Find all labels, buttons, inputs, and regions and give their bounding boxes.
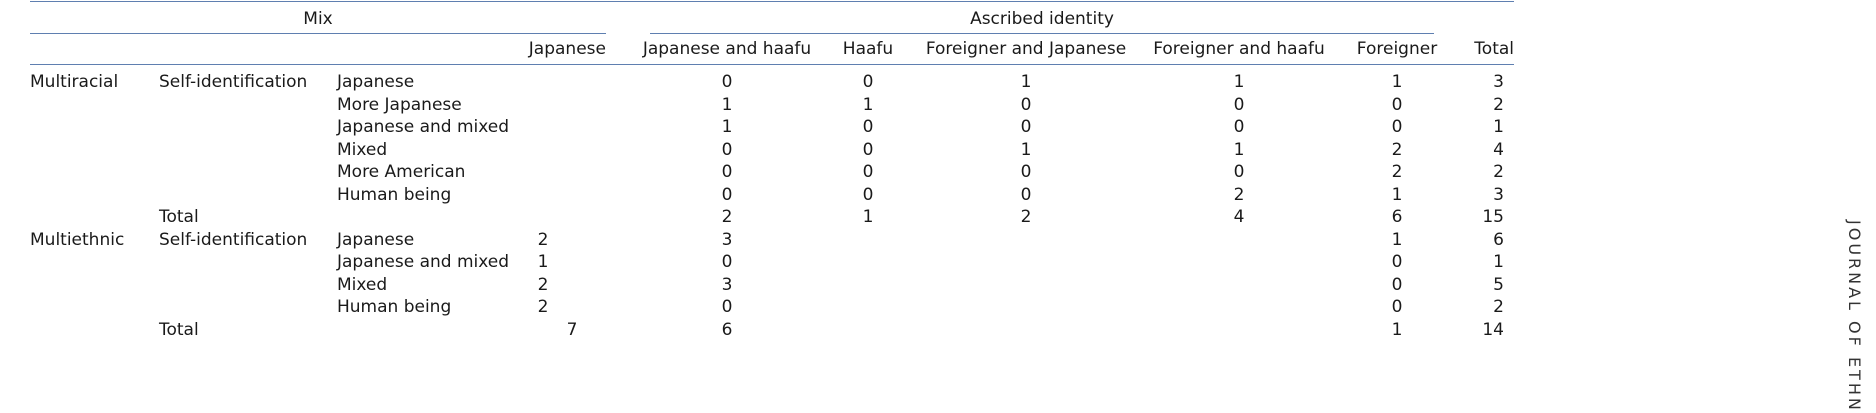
row-label: Mixed [337,275,388,295]
table-cell: 1 [721,117,733,137]
table-cell: 0 [1391,297,1403,317]
total-cell: 2 [721,207,733,227]
row-label: Mixed [337,140,388,160]
total-cell: 7 [566,320,578,340]
col-header-foreigner-and-haafu: Foreigner and haafu [1153,39,1325,59]
table-cell: 5 [1493,275,1504,295]
ascribed-spanner-rule [650,33,1434,34]
table-cell: 0 [1391,275,1403,295]
row-label: Human being [337,185,452,205]
table-cell: 0 [862,117,874,137]
table-cell: 3 [1493,185,1504,205]
col-header-foreigner-and-japanese: Foreigner and Japanese [925,39,1127,59]
total-cell: 6 [1391,207,1403,227]
total-row-label: Total [159,320,199,340]
table-cell: 1 [1020,72,1032,92]
table-cell: 2 [537,275,549,295]
total-cell: 15 [1482,207,1504,227]
header-bottom-rule [30,64,1514,65]
col-header-haafu: Haafu [842,39,894,59]
table-cell: 1 [1493,117,1504,137]
table-cell: 0 [1020,95,1032,115]
table-cell: 1 [721,95,733,115]
row-label: Japanese and mixed [337,117,510,137]
table-cell: 1 [1020,140,1032,160]
group-label-multiracial: Multiracial [30,72,119,92]
table-cell: 0 [721,185,733,205]
table-cell: 2 [1493,162,1504,182]
row-label: Human being [337,297,452,317]
table-cell: 1 [1391,230,1403,250]
table-top-rule [30,1,1514,2]
table-cell: 2 [537,297,549,317]
table-cell: 2 [1233,185,1245,205]
header-ascribed-identity: Ascribed identity [970,9,1114,29]
total-cell: 4 [1233,207,1245,227]
total-cell: 2 [1020,207,1032,227]
table-cell: 3 [721,275,733,295]
table-cell: 2 [1391,162,1403,182]
table-cell: 2 [1493,297,1504,317]
table-cell: 3 [1493,72,1504,92]
table-cell: 0 [1020,162,1032,182]
table-cell: 1 [862,95,874,115]
row-label: More Japanese [337,95,462,115]
table-cell: 2 [1493,95,1504,115]
table-cell: 0 [1391,252,1403,272]
subgroup-label: Self-identification [159,72,308,92]
table-cell: 0 [1391,95,1403,115]
table-cell: 1 [1233,72,1245,92]
table-cell: 0 [1233,162,1245,182]
table-cell: 0 [721,72,733,92]
table-cell: 0 [1020,185,1032,205]
journal-running-header: JOURNAL OF ETHN [1845,220,1864,413]
row-label: Japanese [337,72,415,92]
table-cell: 0 [862,185,874,205]
col-header-total: Total [1474,39,1514,59]
subgroup-label: Self-identification [159,230,308,250]
table-cell: 1 [1493,252,1504,272]
row-label: More American [337,162,466,182]
group-label-multiethnic: Multiethnic [30,230,125,250]
col-header-japanese-and-haafu: Japanese and haafu [642,39,812,59]
row-label: Japanese [337,230,415,250]
total-cell: 6 [721,320,733,340]
table-cell: 0 [1020,117,1032,137]
table-cell: 0 [721,252,733,272]
table-cell: 0 [1233,117,1245,137]
table-cell: 4 [1493,140,1504,160]
table-cell: 3 [721,230,733,250]
table-cell: 2 [1391,140,1403,160]
table-cell: 1 [1233,140,1245,160]
col-header-japanese: Japanese [528,39,606,59]
table-cell: 0 [1233,95,1245,115]
col-header-foreigner: Foreigner [1356,39,1438,59]
table-cell: 0 [1391,117,1403,137]
total-row-label: Total [159,207,199,227]
total-cell: 14 [1482,320,1504,340]
table-cell: 6 [1493,230,1504,250]
table-cell: 0 [862,72,874,92]
table-cell: 0 [862,162,874,182]
table-cell: 1 [537,252,549,272]
table-cell: 0 [721,297,733,317]
table-cell: 0 [862,140,874,160]
table-cell: 0 [721,162,733,182]
header-mix: Mix [303,9,333,29]
table-cell: 1 [1391,185,1403,205]
table-cell: 2 [537,230,549,250]
table-cell: 0 [721,140,733,160]
table-cell: 1 [1391,72,1403,92]
total-cell: 1 [1391,320,1403,340]
total-cell: 1 [862,207,874,227]
row-label: Japanese and mixed [337,252,510,272]
mix-spanner-rule [30,33,606,34]
